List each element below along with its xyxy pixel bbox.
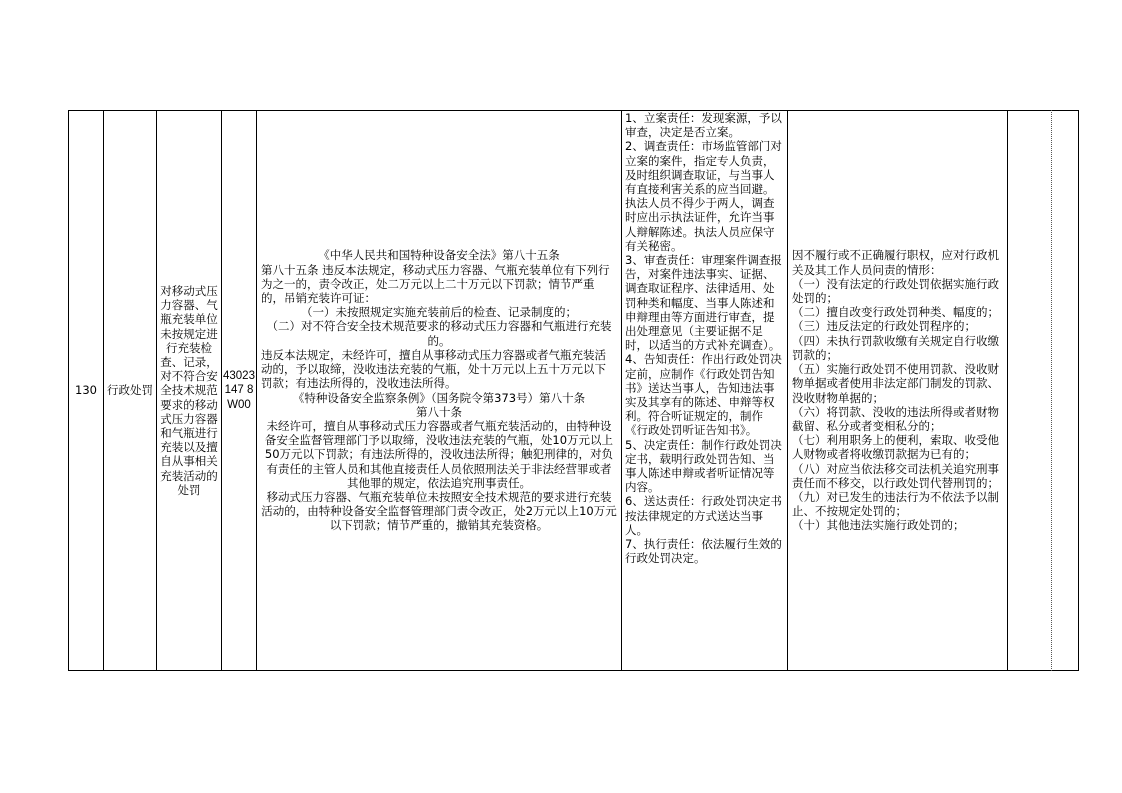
legal-basis-cell xyxy=(257,111,622,671)
basis-line: （一）未按照规定实施充装前后的检查、记录制度的； xyxy=(301,305,577,320)
basis-line: 第八十五条 违反本法规定，移动式压力容器、气瓶充装单位有下列行为之一的，责令改正，处二万元以上二十万元以下罚款；情节严重的，吊销充装许可证： xyxy=(261,262,610,306)
responsibility-item: 4、告知责任：作出行政处罚决定前，应制作《行政处罚告知书》送达当事人，告知违法事实及其享有的陈述、申辩等权利。符合听证规定的，制作《行政处罚听证告知书》。 xyxy=(625,352,782,438)
basis-line: 违反本法规定，未经许可，擅自从事移动式压力容器或者气瓶充装活动的，予以取缔，没收违法充装的气瓶，处十万元以上五十万元以下罚款；有违法所得的，没收违法所得。 xyxy=(261,347,606,391)
accountability-item: （十）其他违法实施行政处罚的； xyxy=(792,518,965,533)
basis-line: 《特种设备安全监察条例》（国务院令第373号）第八十条 xyxy=(292,390,586,405)
remarks-cell xyxy=(1008,111,1079,671)
basis-line: （二）对不符合安全技术规范要求的移动式压力容器和气瓶进行充装的。 xyxy=(266,319,612,348)
accountability-item: 因不履行或不正确履行职权，应对行政机关及其工作人员问责的情形： xyxy=(792,248,999,277)
basis-line: 未经许可，擅自从事移动式压力容器或者气瓶充装活动的，由特种设备安全监督管理部门予以取缔，没收违法充装的气瓶，处10万元以上50万元以下罚款；有违法所得的，没收违法所得；触犯刑律的，对负有责任的主管人员和其他直接责任人员依照刑法关于非法经营罪或者其他罪的规定，依法追究刑事责任。 xyxy=(264,418,614,490)
accountability-item: （六）将罚款、没收的违法所得或者财物截留、私分或者变相私分的； xyxy=(792,404,999,433)
basis-line: 第八十条 xyxy=(416,404,462,419)
responsibility-item: 2、调查责任：市场监管部门对立案的案件，指定专人负责，及时组织调查取证，与当事人有直接利害关系的应当回避。执法人员不得少于两人，调查时应出示执法证件，允许当事人辩解陈述。执法人员应保守有关秘密。 xyxy=(625,139,782,253)
responsibility-item: 6、送达责任：行政处罚决定书按法律规定的方式送达当事人。 xyxy=(625,494,782,537)
accountability-item: （一）没有法定的行政处罚依据实施行政处罚的； xyxy=(792,276,999,306)
accountability-item: （五）实施行政处罚不使用罚款、没收财物单据或者使用非法定部门制发的罚款、没收财物单据的； xyxy=(792,362,999,405)
accountability-item: （八）对应当依法移交司法机关追究刑事责任而不移交，以行政处罚代替刑罚的； xyxy=(792,461,999,490)
accountability-item: （四）未执行罚款收缴有关规定自行收缴罚款的； xyxy=(792,333,999,362)
accountability-item: （二）擅自改变行政处罚种类、幅度的； xyxy=(792,305,999,320)
power-list-table xyxy=(68,110,1079,671)
item-code: 43023147 8W00 xyxy=(222,111,257,671)
item-name: 对移动式压力容器、气瓶充装单位未按规定进行充装检查、记录，对不符合安全技术规范要求的移动式压力容器和气瓶进行充装以及擅自从事相关充装活动的处罚 xyxy=(157,111,222,671)
responsibility-item: 5、决定责任：制作行政处罚决定书，载明行政处罚告知、当事人陈述申辩或者听证情况等内容。 xyxy=(625,437,782,495)
basis-line: 移动式压力容器、气瓶充装单位未按照安全技术规范的要求进行充装活动的，由特种设备安全监督管理部门责令改正，处2万元以上10万元以下罚款；情节严重的，撤销其充装资格。 xyxy=(261,489,617,533)
table-row xyxy=(69,111,1079,671)
accountability-cell xyxy=(788,111,1008,671)
accountability-item: （九）对已发生的违法行为不依法予以制止、不按规定处罚的； xyxy=(792,489,999,519)
responsibility-item: 1、立案责任：发现案源，予以审查，决定是否立案。 xyxy=(625,111,782,140)
power-category: 行政处罚 xyxy=(104,111,157,671)
accountability-item: （三）违反法定的行政处罚程序的； xyxy=(792,319,976,334)
basis-line: 《中华人民共和国特种设备安全法》第八十五条 xyxy=(318,248,560,263)
accountability-item: （七）利用职务上的便利，索取、收受他人财物或者将收缴罚款据为已有的； xyxy=(792,433,999,462)
responsibility-item: 7、执行责任：依法履行生效的行政处罚决定。 xyxy=(625,537,782,566)
responsibility-cell xyxy=(622,111,788,671)
responsibility-item: 3、审查责任：审理案件调查报告，对案件违法事实、证据、调查取证程序、法律适用、处罚种类和幅度、当事人陈述和申辩理由等方面进行审查，提出处理意见（主要证据不足时，以适当的方式补充调查）。 xyxy=(625,253,782,353)
row-number: 130 xyxy=(69,111,104,671)
